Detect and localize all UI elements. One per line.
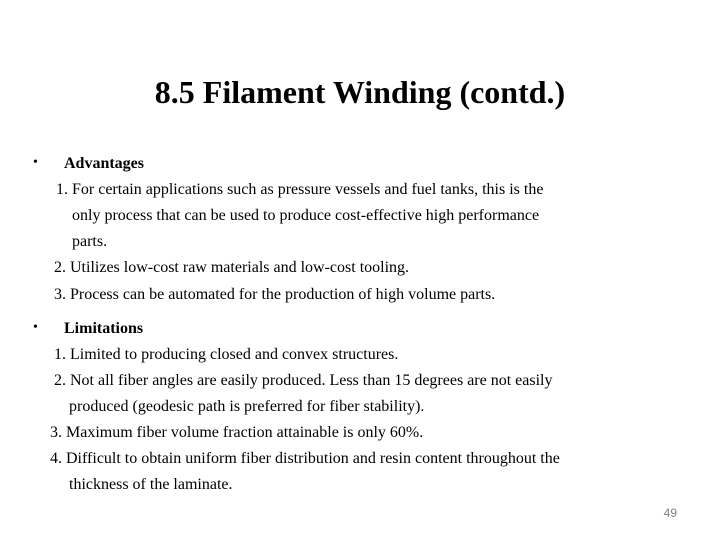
list-item: 3. Process can be automated for the production of high volume parts. bbox=[54, 286, 496, 303]
list-item: 4. Difficult to obtain uniform fiber distribution and resin content throughout the bbox=[50, 450, 560, 467]
list-item: 1. For certain applications such as pressure vessels and fuel tanks, this is the bbox=[56, 181, 544, 198]
list-item: 2. Utilizes low-cost raw materials and low-cost tooling. bbox=[54, 259, 410, 276]
bullet-icon: • bbox=[33, 155, 38, 170]
list-item: 2. Not all fiber angles are easily produced. Less than 15 degrees are not easily bbox=[54, 372, 553, 389]
list-item: parts. bbox=[72, 233, 108, 250]
advantages-heading: Advantages bbox=[64, 155, 145, 172]
list-item: produced (geodesic path is preferred for fiber stability). bbox=[69, 398, 425, 415]
bullet-icon: • bbox=[33, 320, 38, 335]
limitations-heading: Limitations bbox=[64, 320, 144, 337]
list-item: 3. Maximum fiber volume fraction attainable is only 60%. bbox=[50, 424, 424, 441]
list-item: 1. Limited to producing closed and convex structures. bbox=[54, 346, 399, 363]
slide-title: 8.5 Filament Winding (contd.) bbox=[154, 74, 566, 110]
list-item: only process that can be used to produce cost-effective high performance bbox=[72, 207, 540, 224]
page-number: 49 bbox=[663, 506, 677, 520]
list-item: thickness of the laminate. bbox=[69, 476, 233, 493]
